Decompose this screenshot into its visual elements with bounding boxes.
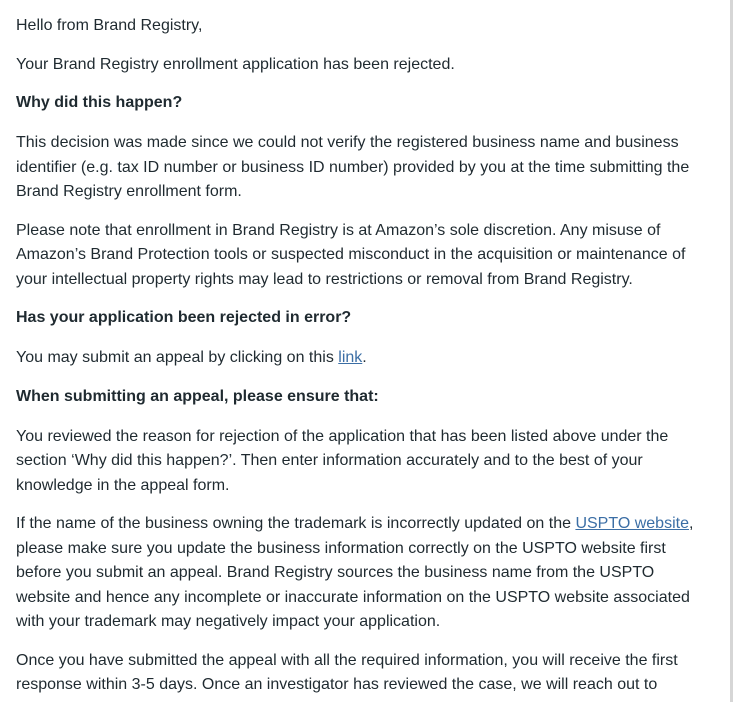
why-heading: Why did this happen? <box>16 94 183 111</box>
greeting-text: Hello from Brand Registry, <box>16 17 203 34</box>
response-time-paragraph: Once you have submitted the appeal with all the required information, you will receive the first response within 3-5 days. Once an investigator has reviewed the case, we will reach out to <box>16 651 678 693</box>
uspto-website-link[interactable]: USPTO website <box>575 515 689 532</box>
appeal-suffix-text: . <box>362 349 367 366</box>
uspto-suffix-text: , please make sure you update the business information correctly on the USPTO website first before you submit an appeal. Brand Registry sources the business name from the USPTO website and hence any incomplete or inaccurate information on the USPTO website associated with your trademark may negatively impact your application. <box>16 515 694 630</box>
ensure-heading: When submitting an appeal, please ensure that: <box>16 387 379 405</box>
rejected-in-error-heading: Has your application been rejected in error? <box>16 309 352 326</box>
uspto-paragraph <box>16 512 696 635</box>
review-paragraph: You reviewed the reason for rejection of the application that has been listed above under the section ‘Why did this happen?’. Then enter information accurately and to the best of your knowledge in the appeal form. <box>16 427 669 494</box>
discretion-paragraph: Please note that enrollment in Brand Registry is at Amazon’s sole discretion. Any misuse of Amazon’s Brand Protection tools or suspected misconduct in the acquisition or maintenance of your intellectual property rights may lead to restrictions or removal from Brand Registry. <box>16 221 686 288</box>
appeal-prefix-text: You may submit an appeal by clicking on this <box>16 349 339 366</box>
uspto-prefix-text: If the name of the business owning the trademark is incorrectly updated on the <box>16 515 576 532</box>
appeal-link[interactable]: link <box>338 349 363 366</box>
rejection-notice: Your Brand Registry enrollment application has been rejected. <box>16 55 455 73</box>
email-body <box>16 14 696 712</box>
decision-paragraph: This decision was made since we could not verify the registered business name and business identifier (e.g. tax ID number or business ID number) provided by you at the time submitting the Brand Registry enrollment form. <box>16 134 690 200</box>
appeal-paragraph <box>16 346 696 371</box>
